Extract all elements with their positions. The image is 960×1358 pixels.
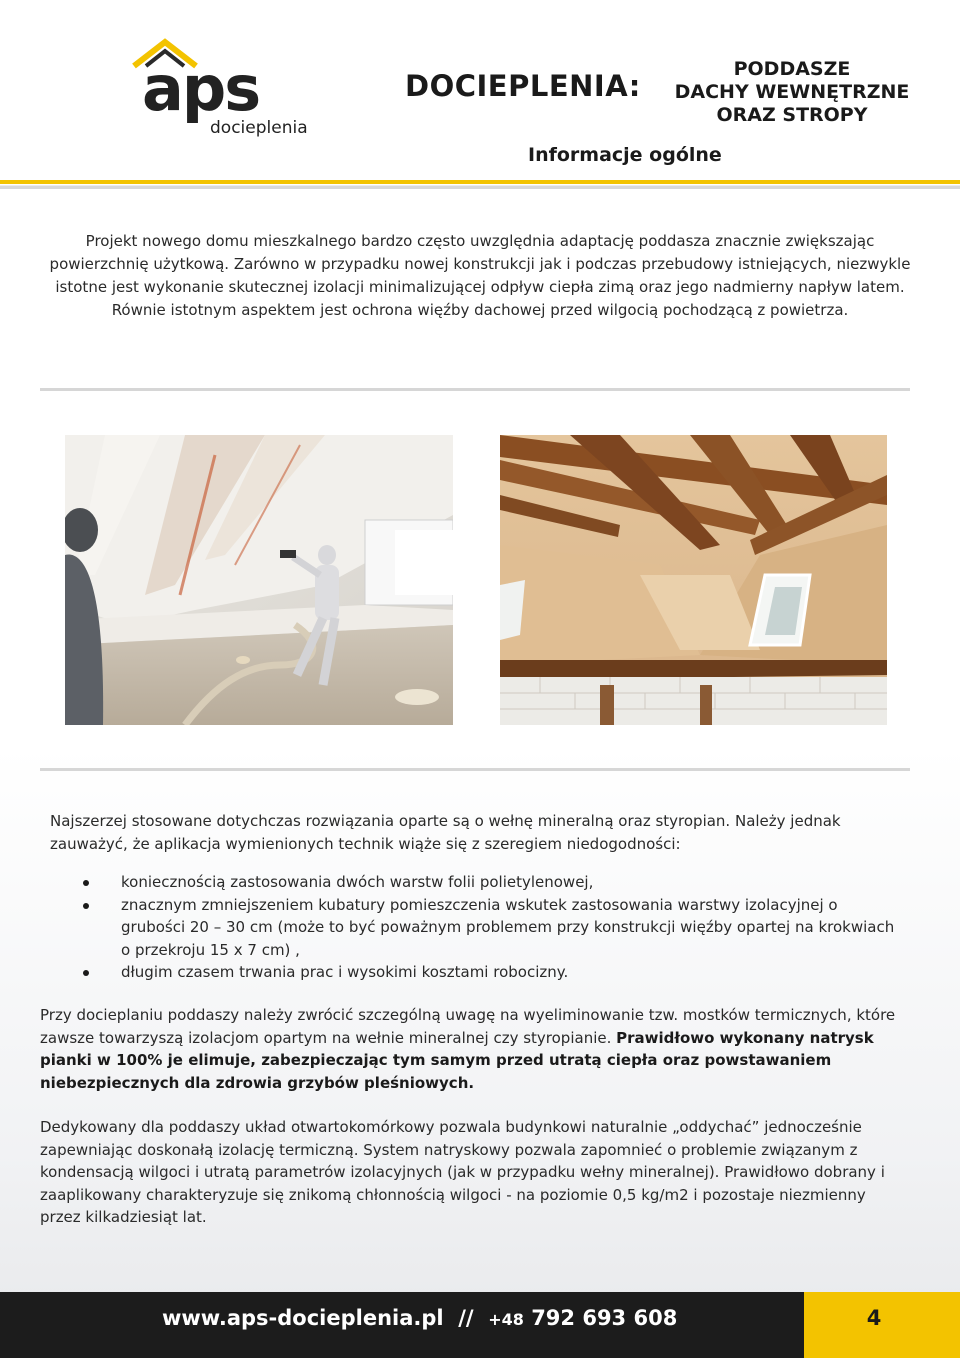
worker-spraying-foam-photo <box>65 435 453 725</box>
bullet-icon <box>83 880 89 886</box>
section-heading: Informacje ogólne <box>528 144 722 166</box>
list-item-text: koniecznością zastosowania dwóch warstw folii polietylenowej, <box>121 873 594 891</box>
body-paragraph-1: Najszerzej stosowane dotychczas rozwiązania oparte są o wełnę mineralną oraz styropian. Należy jednak zauważyć, że aplikacja wymienionych technik wiąże się z szeregiem niedogodności: <box>50 812 841 853</box>
footer-contact <box>162 1305 677 1333</box>
intro-paragraph: Projekt nowego domu mieszkalnego bardzo często uwzględnia adaptację poddasza znacznie zwiększając powierzchnię użytkową. Zarówno w przypadku nowej konstrukcji jak i podczas przebudowy istniejących, niezwykle istotne jest wykonanie skutecznej izolacji minimalizującej odpływ ciepła zimą oraz jego nadmierny napływ latem. Równie istotnym aspektem jest ochrona więźby dachowej przed wilgocią pochodzącą z powietrza. <box>49 232 911 319</box>
divider <box>40 388 910 391</box>
bullet-icon <box>83 903 89 909</box>
logo-wordmark: aps <box>142 52 260 125</box>
list-item <box>80 961 900 984</box>
subtitle-line: DACHY WEWNĘTRZNE <box>674 81 910 103</box>
body-paragraph-2-emphasis: Prawidłowo wykonany natrysk pianki w 100% je elimuje, zabezpieczając tym samym przed utratą ciepła oraz powstawaniem niebezpiecznych dla zdrowia grzybów pleśniowych. <box>40 1028 874 1092</box>
phone-number[interactable]: 792 693 608 <box>531 1306 678 1330</box>
body-paragraph-2 <box>40 1004 920 1094</box>
divider <box>40 768 910 771</box>
page-subtitle <box>664 58 920 127</box>
list-item <box>80 894 900 962</box>
header-divider <box>0 180 960 189</box>
subtitle-line: ORAZ STROPY <box>716 104 868 126</box>
footer-separator: // <box>458 1306 474 1330</box>
body-paragraph-2-text: Przy docieplaniu poddaszy należy zwrócić szczególną uwagę na wyeliminowanie tzw. mostków termicznych, które zawsze towarzyszą izolacjom opartym na wełnie mineralnej czy styropianie. <box>40 1006 896 1047</box>
logo-subtext: docieplenia <box>210 118 308 138</box>
list-item-text: znacznym zmniejszeniem kubatury pomieszczenia wskutek zastosowania warstwy izolacyjnej o grubości 20 – 30 cm (może to być poważnym problemem przy konstrukcji więźby opartej na krokwiach o przekroju 15 x 7 cm) , <box>121 895 895 959</box>
body-paragraph-3: Dedykowany dla poddaszy układ otwartokomórkowy pozwala budynkowi naturalnie „oddychać” jednocześnie zapewniając doskonałą izolację termiczną. System natryskowy pozwala zapomnieć o problemie związanym z kondensacją wilgoci i utratą parametrów izolacyjnych (jak w przypadku wełny mineralnej). Prawidłowo dobrany i zaaplikowany charakteryzuje się znikomą chłonnością wilgoci - na poziomie 0,5 kg/m2 i pozostaje niezmienny przez kilkadziesiąt lat. <box>40 1118 885 1226</box>
page-number: 4 <box>866 1306 882 1330</box>
insulated-attic-rafters-photo <box>500 435 887 725</box>
page-title: DOCIEPLENIA: <box>405 69 641 103</box>
list-item <box>80 871 900 894</box>
website-link[interactable]: www.aps-docieplenia.pl <box>162 1306 444 1330</box>
drawbacks-list <box>80 871 900 984</box>
list-item-text: długim czasem trwania prac i wysokimi kosztami robocizny. <box>121 963 569 981</box>
bullet-icon <box>83 970 89 976</box>
aps-logo[interactable] <box>132 36 322 146</box>
subtitle-line: PODDASZE <box>733 58 851 80</box>
phone-prefix: +48 <box>488 1310 524 1329</box>
